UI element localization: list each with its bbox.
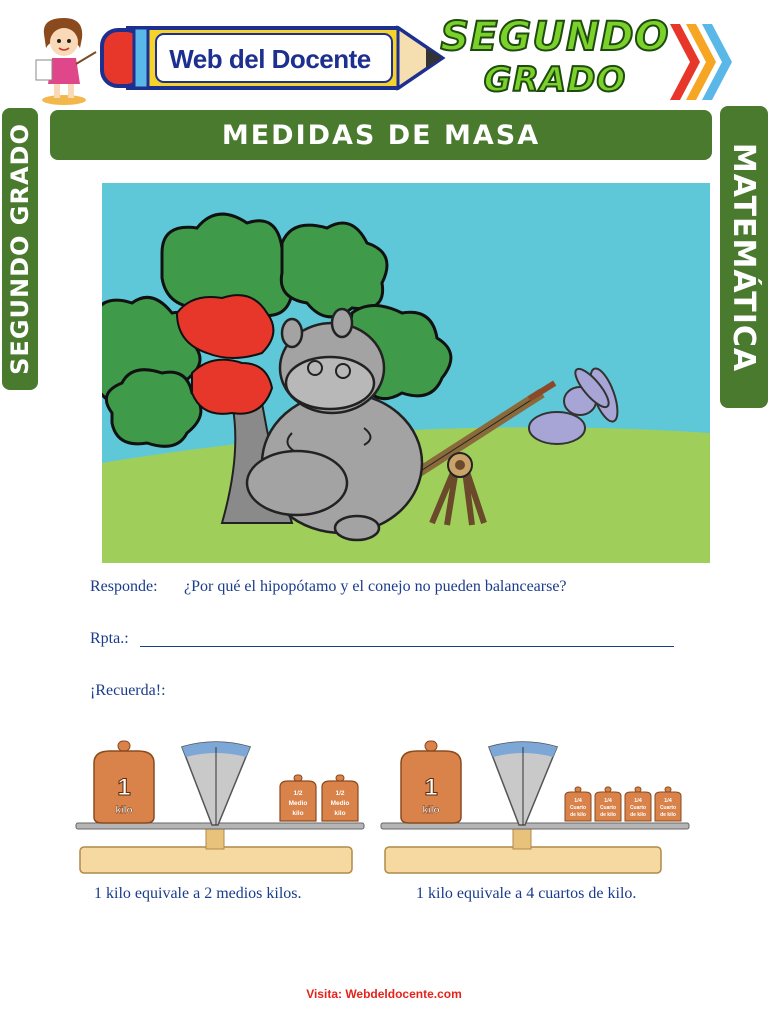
weight-kilo-unit: kilo: [422, 805, 440, 816]
weight-fraction: 1/2: [293, 790, 303, 797]
left-side-banner: [2, 108, 38, 390]
weight-label-2: kilo: [292, 810, 304, 817]
weight-label-2: de kilo: [600, 812, 616, 818]
page-title: MEDIDAS DE MASA: [221, 119, 541, 151]
scale-quarter-kilos: [375, 735, 695, 880]
logo-text: Web del Docente: [169, 44, 371, 74]
weight-fraction: 1/4: [574, 798, 582, 804]
weight-label-1: Medio: [330, 800, 350, 807]
right-side-banner: [720, 106, 768, 408]
right-banner-text: MATEMÁTICA: [726, 142, 762, 372]
chevrons-icon: [664, 18, 734, 106]
question-text: ¿Por qué el hipopótamo y el conejo no pueden balancearse?: [184, 578, 567, 595]
weight-kilo-unit: kilo: [115, 805, 133, 816]
weight-label-2: de kilo: [570, 812, 586, 818]
weight-label-1: Medio: [288, 800, 308, 807]
weight-label-1: Cuarto: [569, 805, 587, 811]
title-bar: [50, 110, 712, 160]
weight-label-1: Cuarto: [659, 805, 677, 811]
footer-text[interactable]: Visita: Webdeldocente.com: [306, 987, 462, 1001]
grade-title-line1: SEGUNDO: [440, 14, 670, 60]
weight-label-2: kilo: [334, 810, 346, 817]
footer-link[interactable]: [0, 987, 768, 1001]
weight-fraction: 1/2: [335, 790, 345, 797]
scale1-caption: 1 kilo equivale a 2 medios kilos.: [94, 885, 302, 902]
weight-kilo-number: 1: [117, 774, 131, 801]
grade-title-line2: GRADO: [483, 60, 627, 100]
left-banner-text: SEGUNDO GRADO: [6, 123, 34, 375]
weight-label-1: Cuarto: [599, 805, 617, 811]
scale-half-kilos: [70, 735, 370, 880]
weight-kilo-number: 1: [424, 774, 438, 801]
weight-fraction: 1/4: [634, 798, 642, 804]
weight-fraction: 1/4: [604, 798, 612, 804]
weight-label-2: de kilo: [630, 812, 646, 818]
weight-fraction: 1/4: [664, 798, 672, 804]
answer-line[interactable]: [140, 646, 674, 647]
hippo-rabbit-seesaw-illustration: [102, 183, 710, 563]
teacher-mascot-icon: [30, 14, 100, 106]
responde-label: Responde:: [90, 578, 158, 595]
weight-label-1: Cuarto: [629, 805, 647, 811]
rpta-label: Rpta.:: [90, 630, 129, 647]
grade-title: [430, 14, 680, 104]
scale2-caption: 1 kilo equivale a 4 cuartos de kilo.: [416, 885, 637, 902]
weight-label-2: de kilo: [660, 812, 676, 818]
recuerda-label: ¡Recuerda!:: [90, 682, 166, 699]
